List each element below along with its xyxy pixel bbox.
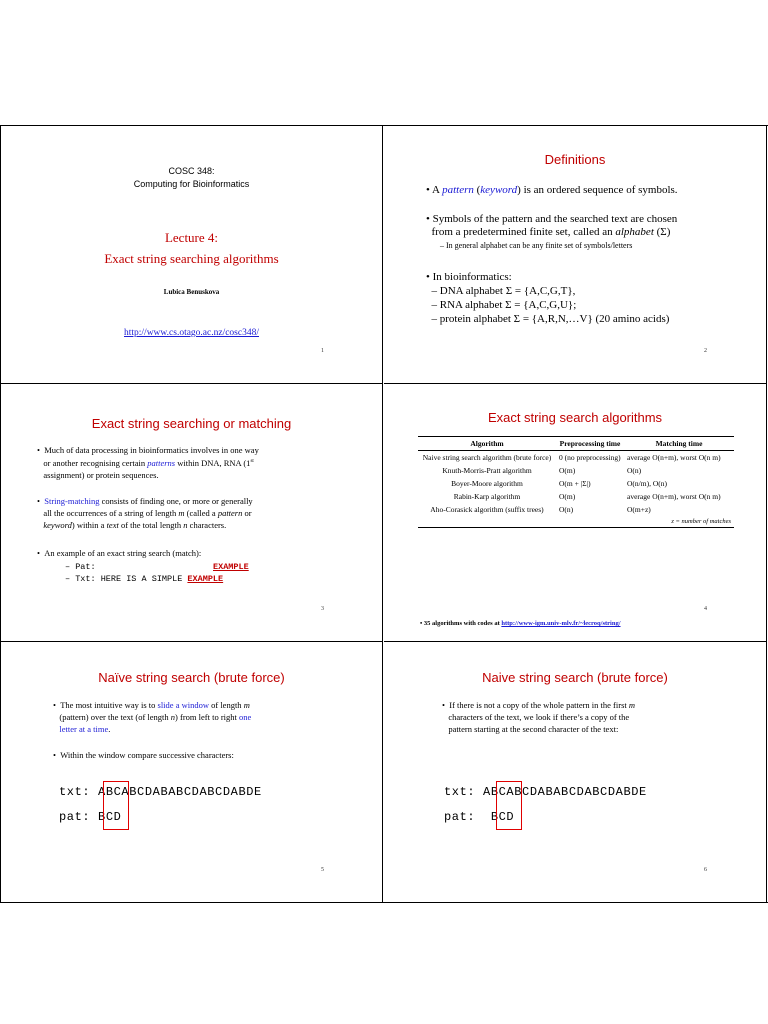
text: within DNA, RNA (1 [175,457,251,468]
page-number: 1 [321,348,324,354]
text: characters. [187,520,227,530]
cell-preprocessing: O(n) [559,505,574,514]
cell-preprocessing: O(m) [559,492,576,501]
dna-alphabet: – DNA alphabet Σ = {A,C,G,T}, [431,285,576,297]
text: or [242,508,252,518]
text: If there is not a copy of the whole pattern in the first [449,700,629,710]
text: or another recognising certain [43,457,148,468]
page-number: 3 [321,606,324,612]
slide-title: Exact string searching or matching [91,416,292,431]
text: The most intuitive way is to [60,700,158,710]
text: pattern starting at the second character of the text: [448,724,619,734]
term-string-matching: String-matching [44,496,100,506]
text: In bioinformatics: [432,271,512,283]
cell-matching: O(n/m), O(n) [627,479,667,488]
table-row [418,503,734,516]
cell-algorithm: Rabin-Karp algorithm [453,492,521,501]
table-footnote-row [418,516,734,528]
text: A [432,184,443,196]
txt-label: – Txt: HERE IS A SIMPLE [65,574,188,584]
cell-preprocessing: 0 (no preprocessing) [559,453,621,462]
var-m: m [243,700,250,710]
bullet-sliding-window: • The most intuitive way is to slide a window of length m (pattern) over the text (of length n) from left to right one letter at a time. [53,700,252,734]
term-letter-at-a-time: letter at a time [59,724,109,734]
pat-label: pat: [59,810,91,824]
table-row [418,490,734,503]
text: An example of an exact string search (match): [44,548,202,558]
term-patterns: patterns [147,457,176,468]
course-url-wrap [1,328,382,338]
course-url-link[interactable]: http://www.cs.otago.ac.nz/cosc348/ [124,328,259,338]
text: Symbols of the pattern and the searched text are chosen [432,213,678,225]
text: ) from left to right [175,712,240,722]
term-pattern: pattern [442,184,474,196]
bullet-string-matching: • String-matching consists of finding one, or more or generally all the occurrences of a string of length m (called a pattern or keyword) within a text of the total length n characters. [37,496,253,530]
bullet-bioinformatics: • In bioinformatics: – DNA alphabet Σ = {A,C,G,T}, – RNA alphabet Σ = {A,C,G,U}; – protein alphabet Σ = {A,R,N,…V} (20 amino acids) [426,271,670,325]
term-text: text [106,520,119,530]
bullet-compare: • Within the window compare successive characters: [53,750,234,760]
page-number: 2 [704,348,707,354]
cell-matching: average O(n+m), worst O(n m) [627,453,721,462]
txt-label: txt: [59,785,91,799]
superscript: st [250,459,254,464]
var-m: m [628,700,635,710]
course-code: COSC 348: [168,166,215,176]
slide-handout-grid [0,125,768,903]
bullet-shift-pattern: • If there is not a copy of the whole pattern in the first m characters of the text, we look if there’s a copy of the pattern starting at the second character of the text: [442,700,635,734]
term-slide-window: slide a window [157,700,209,710]
cell-empty [418,516,556,528]
course-subtitle: Computing for Bioinformatics [133,179,250,189]
var-m: m [178,508,185,518]
txt-match: EXAMPLE [187,574,224,584]
term-alphabet: alphabet [615,226,654,238]
lecture-topic: Exact string searching algorithms [104,251,279,266]
author-name: Lubica Benuskova [163,288,220,296]
cell-preprocessing: O(m + |Σ|) [559,479,591,488]
txt-label: txt: [444,785,476,799]
lecture-number: Lecture 4: [164,230,219,245]
cell-algorithm: Knuth-Morris-Pratt algorithm [442,466,532,475]
comparison-window-box [103,781,129,830]
text: ( [473,184,481,196]
slide-title: Definitions [544,152,606,167]
text: consists of finding one, or more or generally [99,496,253,506]
cell-matching: O(n) [627,466,642,475]
table-row [418,451,734,465]
slide-2 [384,126,767,384]
slide-title: Naive string search (brute force) [482,670,668,685]
text: of the total length [118,520,184,530]
page-number: 6 [704,867,707,873]
text: from a predetermined finite set, called an [431,226,616,238]
cell-algorithm: Aho-Corasick algorithm (suffix trees) [430,505,544,514]
algorithms-url-link[interactable]: http://www-igm.univ-mlv.fr/~lecroq/string/ [501,620,621,627]
table-row [418,477,734,490]
slide-title: Naïve string search (brute force) [98,670,285,685]
cell-matching: average O(n+m), worst O(n m) [627,492,721,501]
text: characters of the text, we look if there’s a copy of the [448,712,630,722]
bullet-alphabet-definition: • Symbols of the pattern and the searched text are chosen from a predetermined finite set, called an alphabet (Σ) [426,213,678,238]
bullet-pattern-definition: • A pattern (keyword) is an ordered sequence of symbols. [426,184,678,196]
var-n: n [183,520,188,530]
table-header-row [418,437,734,451]
text: ) is an ordered sequence of symbols. [517,184,678,196]
txt-row [444,785,647,799]
example-text-line [65,573,223,585]
slide-3 [0,384,383,642]
cell-preprocessing: O(m) [559,466,576,475]
var-n: n [170,712,176,722]
bullet-data-processing: • Much of data processing in bioinformatics involves in one way or another recognising certain patterns within DNA, RNA (1st assignment) or protein sequences. [37,445,259,480]
slide-title: Exact string search algorithms [487,410,663,425]
text: (pattern) over the text (of length [59,712,171,722]
slide-6 [384,642,767,902]
header-matching: Matching time [624,437,734,451]
term-one: one [239,712,252,722]
text: Much of data processing in bioinformatics involves in one way [44,445,259,455]
pat-value: BCD [98,810,122,824]
cell-algorithm: Naive string search algorithm (brute force) [422,453,552,462]
header-preprocessing: Preprocessing time [556,437,624,451]
term-pattern: pattern [217,508,243,518]
cell-algorithm: Boyer-Moore algorithm [451,479,523,488]
text: . [108,724,111,734]
cell-matching: O(m+z) [627,505,651,514]
pat-label: – Pat: [65,562,96,572]
txt-row [59,785,262,799]
rna-alphabet: – RNA alphabet Σ = {A,C,G,U}; [431,299,577,311]
text: assignment) or protein sequences. [43,469,159,480]
cell-empty [556,516,624,528]
pat-label: pat: [444,810,476,824]
pat-value: BCD [490,810,515,824]
slide-1 [0,126,383,384]
algorithms-note [420,620,621,627]
bullet-example: • An example of an exact string search (match): [37,548,202,558]
text: ) within a [71,520,107,530]
txt-value: ABCABCDABABCDABCDABDE [483,785,647,799]
text: (Σ) [653,226,671,238]
text: Within the window compare successive characters: [60,750,234,760]
text: all the occurrences of a string of length [43,508,179,518]
comparison-window-box [496,781,522,830]
algorithms-table [418,436,734,528]
slide-5 [0,642,383,902]
slide-4 [384,384,767,642]
text: of length [208,700,244,710]
example-pattern-line [65,561,96,573]
sub-bullet-alphabet: – In general alphabet can be any finite set of symbols/letters [440,241,633,250]
text: • 35 algorithms with codes at [420,620,502,627]
page-number: 4 [704,606,707,612]
text: In general alphabet can be any finite set of symbols/letters [446,241,633,250]
term-keyword: keyword [480,184,518,196]
example-pattern-value: EXAMPLE [213,562,249,572]
page-number: 5 [321,867,324,873]
protein-alphabet: – protein alphabet Σ = {A,R,N,…V} (20 amino acids) [431,313,670,325]
term-keyword: keyword [43,520,72,530]
header-algorithm: Algorithm [418,437,556,451]
table-row [418,464,734,477]
text: (called a [184,508,218,518]
txt-value: ABCABCDABABCDABCDABDE [98,785,262,799]
table-footnote: z = number of matches [624,516,734,528]
